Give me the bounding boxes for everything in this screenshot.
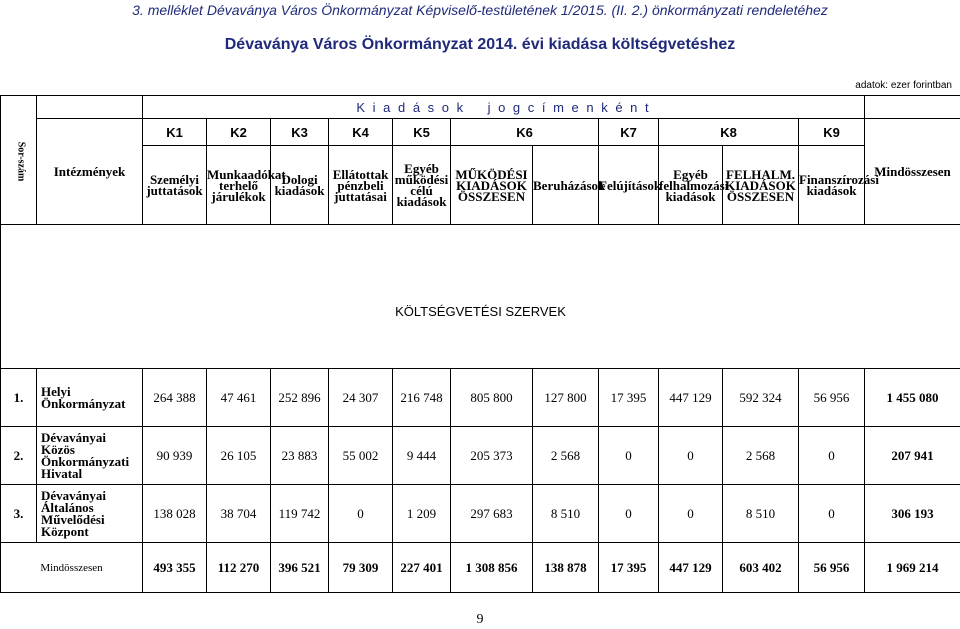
table-cell: 56 956 [799, 369, 865, 427]
kiadasok-header: K i a d á s o k j o g c í m e n k é n t [143, 96, 865, 119]
table-cell: 216 748 [393, 369, 451, 427]
table-cell: 56 956 [799, 543, 865, 593]
total-label: Mindösszesen [1, 543, 143, 593]
institution-name: Dévaványai Közös Önkormányzati Hivatal [37, 427, 143, 485]
col-felhalm-osszesen: FELHALM. KIADÁSOK ÖSSZESEN [723, 146, 799, 225]
table-cell: 26 105 [207, 427, 271, 485]
table-cell: 0 [599, 485, 659, 543]
table-cell: 24 307 [329, 369, 393, 427]
code-k9: K9 [799, 119, 865, 146]
table-cell: 127 800 [533, 369, 599, 427]
page-number: 9 [476, 612, 484, 627]
col-mukodesi-osszesen: MŰKÖDÉSI KIADÁSOK ÖSSZESEN [451, 146, 533, 225]
code-k5: K5 [393, 119, 451, 146]
table-cell: 297 683 [451, 485, 533, 543]
table-cell: 0 [799, 427, 865, 485]
table-cell: 1 308 856 [451, 543, 533, 593]
unit-note: adatok: ezer forintban [855, 80, 952, 91]
table-cell: 2 568 [723, 427, 799, 485]
table-cell: 805 800 [451, 369, 533, 427]
code-k6: K6 [451, 119, 599, 146]
table-cell: 264 388 [143, 369, 207, 427]
col-finanszirozasi: Finanszírozási kiadások [799, 146, 865, 225]
section-koltsegvetesi-szervek: KÖLTSÉGVETÉSI SZERVEK [1, 225, 960, 369]
total-row [1, 543, 960, 593]
code-k4: K4 [329, 119, 393, 146]
table-cell: 227 401 [393, 543, 451, 593]
code-k8: K8 [659, 119, 799, 146]
table-cell: 603 402 [723, 543, 799, 593]
table-cell: 55 002 [329, 427, 393, 485]
table-cell: 0 [659, 485, 723, 543]
col-dologi: Dologi kiadások [271, 146, 329, 225]
annex-title: 3. melléklet Dévaványa Város Önkormányzat Képviselő-testületének 1/2015. (II. 2.) önkormányzati rendeletéhez [132, 2, 828, 18]
table-cell: 138 028 [143, 485, 207, 543]
table-cell: 38 704 [207, 485, 271, 543]
table-cell: 447 129 [659, 543, 723, 593]
institution-name: Dévaványai Általános Művelődési Központ [37, 485, 143, 543]
table-cell: 1 969 214 [865, 543, 960, 593]
col-mindosszesen: Mindösszesen [865, 119, 960, 225]
col-egyeb-felhalmozasi: Egyéb felhalmozási kiadások [659, 146, 723, 225]
table-cell: 0 [799, 485, 865, 543]
table-row: 1. Helyi Önkormányzat 264 388 47 461 252 896 24 307 216 748 805 800 127 800 17 395 447 129 592 324 56 956 1 455 080 [1, 369, 960, 427]
table-cell: 1 209 [393, 485, 451, 543]
table-cell: 79 309 [329, 543, 393, 593]
col-ellatottak: Ellátottak pénzbeli juttatásai [329, 146, 393, 225]
col-felujitasok: Felújítások [599, 146, 659, 225]
table-cell: 447 129 [659, 369, 723, 427]
code-k7: K7 [599, 119, 659, 146]
table-row: 2. Dévaványai Közös Önkormányzati Hivatal 90 939 26 105 23 883 55 002 9 444 205 373 2 568 0 0 2 568 0 207 941 [1, 427, 960, 485]
col-beruhazasok: Beruházások [533, 146, 599, 225]
table-cell: 0 [329, 485, 393, 543]
table-cell: 9 444 [393, 427, 451, 485]
table-cell: 47 461 [207, 369, 271, 427]
table-cell: 0 [659, 427, 723, 485]
table-cell: 90 939 [143, 427, 207, 485]
table-cell: 17 395 [599, 369, 659, 427]
table-cell: 207 941 [865, 427, 960, 485]
table-cell: 205 373 [451, 427, 533, 485]
code-k1: K1 [143, 119, 207, 146]
table-cell: 0 [599, 427, 659, 485]
table-cell: 306 193 [865, 485, 960, 543]
table-cell: 8 510 [723, 485, 799, 543]
table-cell: 138 878 [533, 543, 599, 593]
table-row: 3. Dévaványai Általános Művelődési Központ 138 028 38 704 119 742 0 1 209 297 683 8 510 0 0 8 510 0 306 193 [1, 485, 960, 543]
table-cell: 592 324 [723, 369, 799, 427]
code-k3: K3 [271, 119, 329, 146]
institution-name: Helyi Önkormányzat [37, 369, 143, 427]
col-szemelyi: Személyi juttatások [143, 146, 207, 225]
table-cell: 8 510 [533, 485, 599, 543]
table-cell: 23 883 [271, 427, 329, 485]
sorszam-header: Sor-szám [1, 96, 37, 225]
table-cell: 17 395 [599, 543, 659, 593]
table-cell: 2 568 [533, 427, 599, 485]
code-k2: K2 [207, 119, 271, 146]
table-cell: 119 742 [271, 485, 329, 543]
budget-table [0, 95, 960, 593]
table-cell: 396 521 [271, 543, 329, 593]
table-cell: 252 896 [271, 369, 329, 427]
table-cell: 493 355 [143, 543, 207, 593]
intezmenyek-header: Intézmények [37, 119, 143, 225]
col-munkaadokat: Munkaadókat terhelő járulékok [207, 146, 271, 225]
col-egyeb-mukodesi: Egyéb működési célú kiadások [393, 146, 451, 225]
table-cell: 112 270 [207, 543, 271, 593]
page-title: Dévaványa Város Önkormányzat 2014. évi kiadása költségvetéshez [224, 36, 736, 53]
table-cell: 1 455 080 [865, 369, 960, 427]
